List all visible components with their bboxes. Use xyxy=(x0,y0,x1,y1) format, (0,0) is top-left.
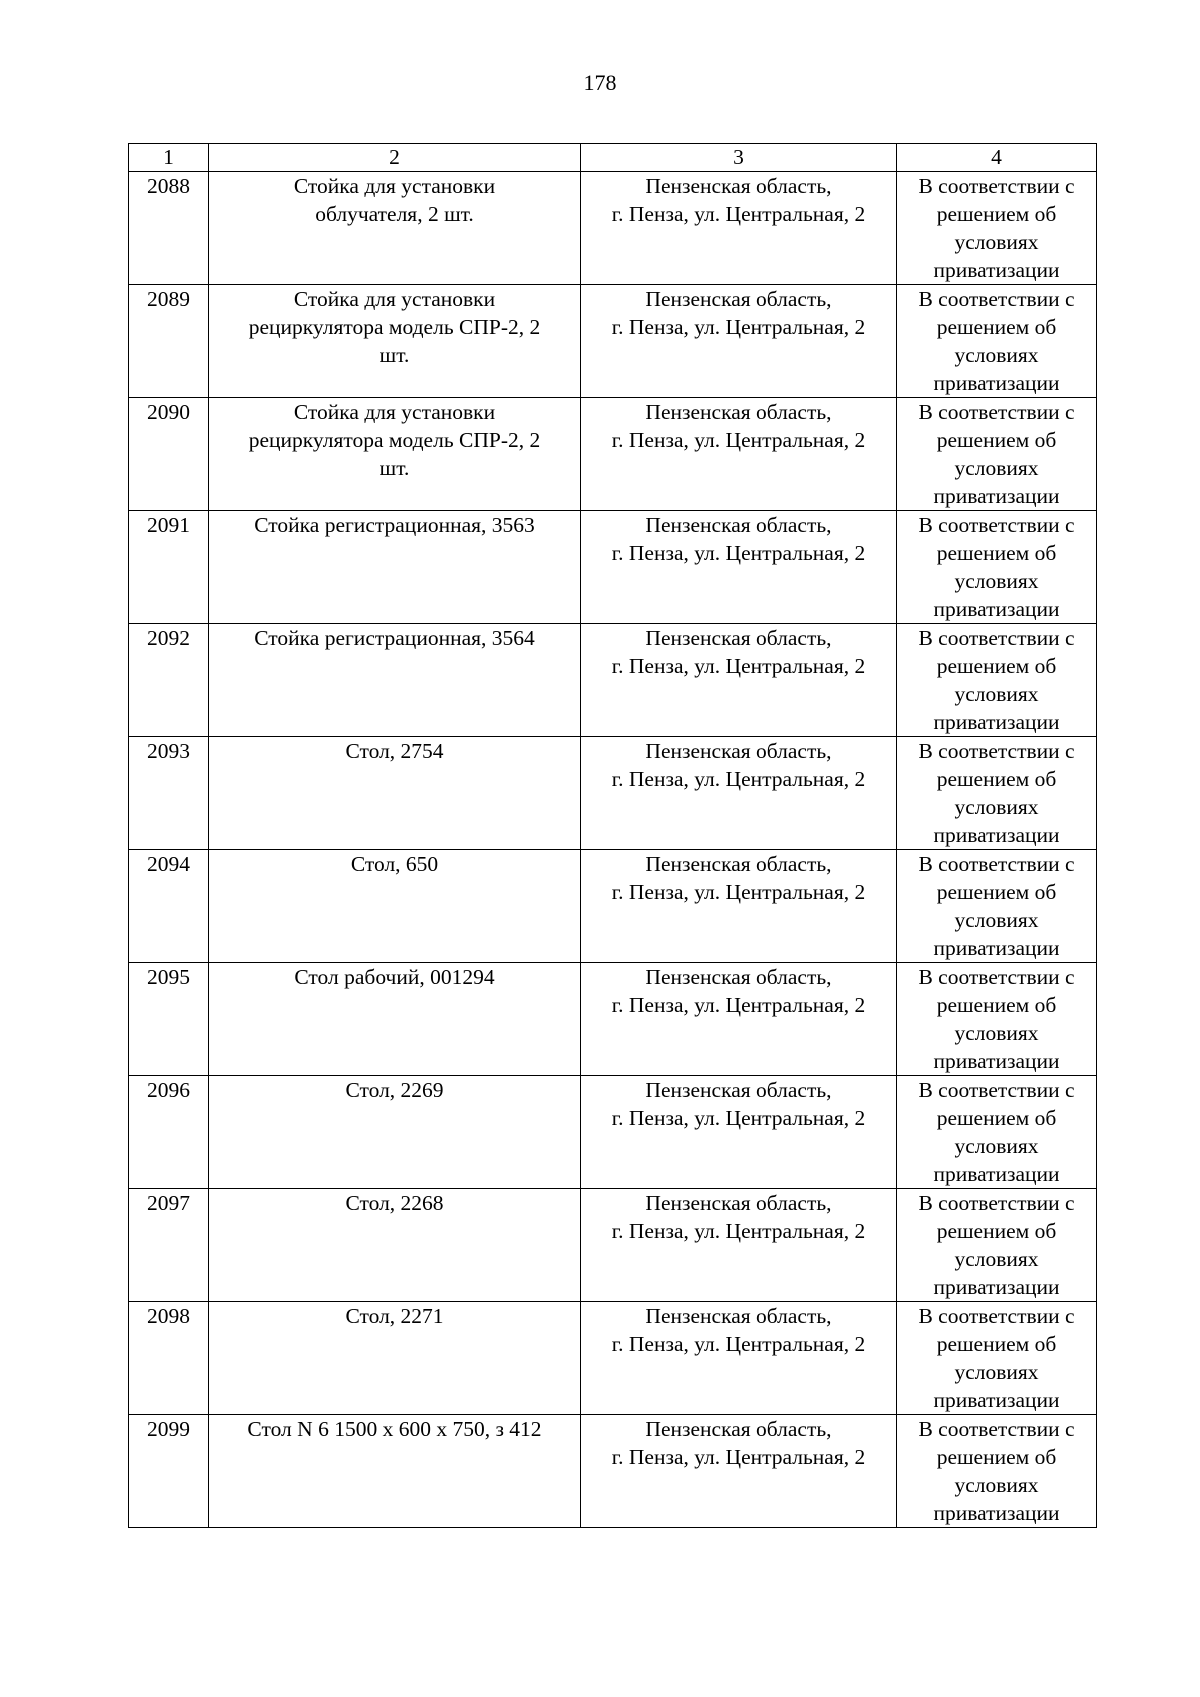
table-row xyxy=(129,1076,1097,1189)
item-name xyxy=(209,624,581,737)
item-terms xyxy=(897,1076,1097,1189)
item-terms-line: В соответствии с xyxy=(918,400,1075,424)
item-terms-line: В соответствии с xyxy=(918,739,1075,763)
item-address-line: Пензенская область, xyxy=(645,287,832,311)
item-terms-line: условиях xyxy=(954,343,1039,367)
item-name xyxy=(209,737,581,850)
item-address-line: г. Пенза, ул. Центральная, 2 xyxy=(611,1445,866,1469)
item-terms-line: приватизации xyxy=(933,1501,1060,1525)
item-address-line: г. Пенза, ул. Центральная, 2 xyxy=(611,767,866,791)
item-name-line: шт. xyxy=(379,343,410,367)
item-address xyxy=(581,1076,897,1189)
row-number: 2088 xyxy=(129,172,209,285)
table-header xyxy=(129,144,1097,172)
row-number: 2099 xyxy=(129,1415,209,1528)
item-terms-line: В соответствии с xyxy=(918,965,1075,989)
column-header-3: 3 xyxy=(581,144,897,172)
item-address xyxy=(581,172,897,285)
item-name-line: Стойка для установки xyxy=(293,287,496,311)
item-terms-line: решением об xyxy=(936,1106,1057,1130)
item-terms-line: решением об xyxy=(936,1445,1057,1469)
item-terms-line: приватизации xyxy=(933,371,1060,395)
item-name-line: Стойка для установки xyxy=(293,400,496,424)
item-address-line: г. Пенза, ул. Центральная, 2 xyxy=(611,315,866,339)
item-address-line: Пензенская область, xyxy=(645,174,832,198)
item-terms-line: условиях xyxy=(954,1360,1039,1384)
item-terms-line: В соответствии с xyxy=(918,852,1075,876)
item-name-line: шт. xyxy=(379,456,410,480)
item-terms-line: приватизации xyxy=(933,1049,1060,1073)
item-terms-line: приватизации xyxy=(933,710,1060,734)
item-terms-line: решением об xyxy=(936,880,1057,904)
item-address-line: г. Пенза, ул. Центральная, 2 xyxy=(611,654,866,678)
item-terms-line: условиях xyxy=(954,908,1039,932)
item-terms-line: решением об xyxy=(936,315,1057,339)
item-terms-line: условиях xyxy=(954,1134,1039,1158)
item-terms xyxy=(897,398,1097,511)
item-address-line: г. Пенза, ул. Центральная, 2 xyxy=(611,541,866,565)
item-address xyxy=(581,963,897,1076)
item-address-line: г. Пенза, ул. Центральная, 2 xyxy=(611,202,866,226)
item-terms-line: условиях xyxy=(954,795,1039,819)
item-name xyxy=(209,285,581,398)
item-name-line: Стол рабочий, 001294 xyxy=(294,965,495,989)
row-number: 2098 xyxy=(129,1302,209,1415)
item-address xyxy=(581,398,897,511)
item-terms xyxy=(897,1189,1097,1302)
row-number: 2095 xyxy=(129,963,209,1076)
item-terms-line: приватизации xyxy=(933,1388,1060,1412)
item-name xyxy=(209,963,581,1076)
item-name-line: рециркулятора модель СПР-2, 2 xyxy=(248,315,541,339)
item-terms-line: В соответствии с xyxy=(918,626,1075,650)
page-number: 178 xyxy=(583,70,617,95)
row-number: 2092 xyxy=(129,624,209,737)
item-address xyxy=(581,850,897,963)
item-name xyxy=(209,850,581,963)
item-name-line: Стол, 2754 xyxy=(345,739,444,763)
item-address-line: Пензенская область, xyxy=(645,1191,832,1215)
item-terms xyxy=(897,963,1097,1076)
row-number: 2096 xyxy=(129,1076,209,1189)
item-terms-line: условиях xyxy=(954,1473,1039,1497)
column-header-2: 2 xyxy=(209,144,581,172)
item-terms xyxy=(897,511,1097,624)
item-terms-line: решением об xyxy=(936,1219,1057,1243)
item-terms-line: условиях xyxy=(954,569,1039,593)
item-terms-line: приватизации xyxy=(933,1275,1060,1299)
item-address-line: Пензенская область, xyxy=(645,626,832,650)
item-terms-line: приватизации xyxy=(933,823,1060,847)
item-name-line: Стойка регистрационная, 3563 xyxy=(254,513,535,537)
item-name-line: Стол, 2269 xyxy=(345,1078,444,1102)
item-address-line: Пензенская область, xyxy=(645,739,832,763)
item-address-line: г. Пенза, ул. Центральная, 2 xyxy=(611,880,866,904)
column-header-1: 1 xyxy=(129,144,209,172)
item-address-line: г. Пенза, ул. Центральная, 2 xyxy=(611,993,866,1017)
item-name-line: рециркулятора модель СПР-2, 2 xyxy=(248,428,541,452)
item-terms xyxy=(897,850,1097,963)
table-row xyxy=(129,1189,1097,1302)
row-number: 2089 xyxy=(129,285,209,398)
item-terms-line: решением об xyxy=(936,428,1057,452)
item-terms xyxy=(897,1302,1097,1415)
item-name-line: облучателя, 2 шт. xyxy=(315,202,474,226)
item-terms-line: В соответствии с xyxy=(918,1191,1075,1215)
item-address xyxy=(581,1189,897,1302)
row-number: 2097 xyxy=(129,1189,209,1302)
item-terms-line: решением об xyxy=(936,654,1057,678)
item-terms-line: В соответствии с xyxy=(918,513,1075,537)
item-terms-line: решением об xyxy=(936,1332,1057,1356)
item-terms-line: В соответствии с xyxy=(918,287,1075,311)
item-terms-line: приватизации xyxy=(933,597,1060,621)
item-name-line: Стол, 2271 xyxy=(345,1304,444,1328)
table-row xyxy=(129,850,1097,963)
item-name-line: Стойка регистрационная, 3564 xyxy=(254,626,535,650)
item-address-line: г. Пенза, ул. Центральная, 2 xyxy=(611,1106,866,1130)
item-name-line: Стол N 6 1500 х 600 х 750, з 412 xyxy=(247,1417,542,1441)
row-number: 2094 xyxy=(129,850,209,963)
item-address-line: Пензенская область, xyxy=(645,965,832,989)
item-name xyxy=(209,1189,581,1302)
item-terms-line: приватизации xyxy=(933,1162,1060,1186)
item-terms-line: решением об xyxy=(936,541,1057,565)
table-row xyxy=(129,172,1097,285)
item-terms-line: В соответствии с xyxy=(918,1304,1075,1328)
item-address xyxy=(581,1302,897,1415)
item-address-line: Пензенская область, xyxy=(645,1078,832,1102)
item-terms-line: решением об xyxy=(936,767,1057,791)
item-terms-line: условиях xyxy=(954,682,1039,706)
item-terms-line: приватизации xyxy=(933,936,1060,960)
table-row xyxy=(129,624,1097,737)
property-table xyxy=(128,143,1097,1528)
item-terms-line: В соответствии с xyxy=(918,1417,1075,1441)
table-row xyxy=(129,398,1097,511)
item-address xyxy=(581,285,897,398)
item-address-line: Пензенская область, xyxy=(645,1417,832,1441)
item-address-line: г. Пенза, ул. Центральная, 2 xyxy=(611,1332,866,1356)
table-row xyxy=(129,737,1097,850)
item-name xyxy=(209,511,581,624)
item-terms-line: В соответствии с xyxy=(918,174,1075,198)
item-terms-line: условиях xyxy=(954,456,1039,480)
item-name xyxy=(209,1076,581,1189)
table-row xyxy=(129,963,1097,1076)
item-terms-line: решением об xyxy=(936,993,1057,1017)
item-address xyxy=(581,624,897,737)
item-terms-line: приватизации xyxy=(933,258,1060,282)
item-terms-line: приватизации xyxy=(933,484,1060,508)
item-address-line: Пензенская область, xyxy=(645,513,832,537)
item-terms-line: В соответствии с xyxy=(918,1078,1075,1102)
table-body xyxy=(129,172,1097,1528)
table-row xyxy=(129,511,1097,624)
item-terms xyxy=(897,1415,1097,1528)
item-terms xyxy=(897,737,1097,850)
item-terms-line: условиях xyxy=(954,1021,1039,1045)
item-terms xyxy=(897,172,1097,285)
item-terms xyxy=(897,624,1097,737)
item-address-line: Пензенская область, xyxy=(645,400,832,424)
item-name-line: Стойка для установки xyxy=(293,174,496,198)
header-row xyxy=(129,144,1097,172)
item-address-line: Пензенская область, xyxy=(645,852,832,876)
item-address-line: г. Пенза, ул. Центральная, 2 xyxy=(611,428,866,452)
item-name-line: Стол, 650 xyxy=(350,852,439,876)
item-terms xyxy=(897,285,1097,398)
row-number: 2091 xyxy=(129,511,209,624)
item-terms-line: условиях xyxy=(954,1247,1039,1271)
item-name xyxy=(209,398,581,511)
item-name-line: Стол, 2268 xyxy=(345,1191,444,1215)
table-row xyxy=(129,285,1097,398)
row-number: 2093 xyxy=(129,737,209,850)
item-address-line: г. Пенза, ул. Центральная, 2 xyxy=(611,1219,866,1243)
item-name xyxy=(209,1415,581,1528)
column-header-4: 4 xyxy=(897,144,1097,172)
item-address xyxy=(581,511,897,624)
item-address xyxy=(581,737,897,850)
row-number: 2090 xyxy=(129,398,209,511)
item-address xyxy=(581,1415,897,1528)
table-row xyxy=(129,1415,1097,1528)
item-name xyxy=(209,1302,581,1415)
item-terms-line: условиях xyxy=(954,230,1039,254)
item-address-line: Пензенская область, xyxy=(645,1304,832,1328)
item-terms-line: решением об xyxy=(936,202,1057,226)
table-row xyxy=(129,1302,1097,1415)
item-name xyxy=(209,172,581,285)
